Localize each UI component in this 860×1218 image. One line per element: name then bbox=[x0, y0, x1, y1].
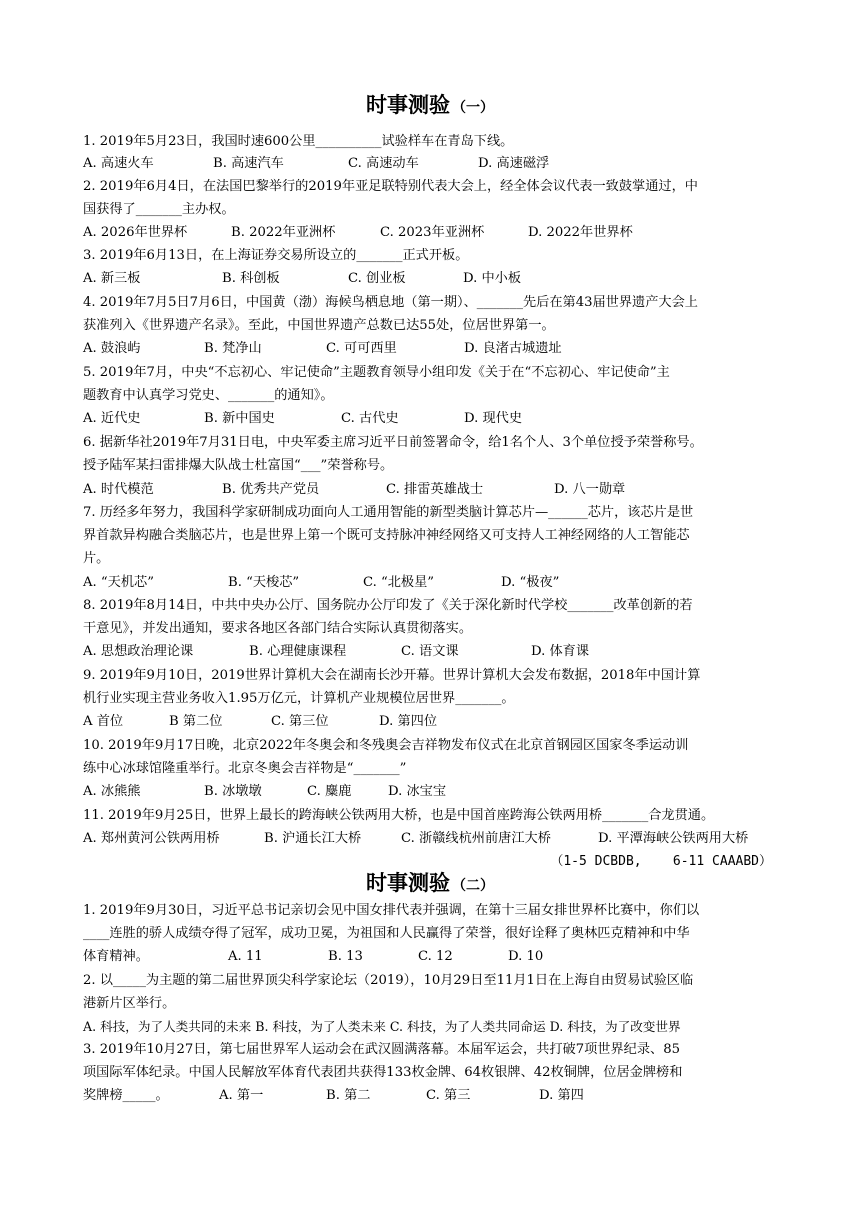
option-a: A. 近代史 bbox=[83, 411, 141, 426]
option-b: B. 冰墩墩 bbox=[204, 784, 262, 799]
question-5-stem-cont: 题教育中认真学习党史、_______的通知》。 bbox=[83, 388, 334, 403]
option-a: A. 11 bbox=[228, 949, 263, 964]
option-d: D. 第四 bbox=[539, 1088, 584, 1103]
test1-subtitle: （一） bbox=[452, 100, 494, 116]
answer-key: （1-5 DCBDB, 6-11 CAAABD） bbox=[550, 854, 772, 869]
option-d: D. 八一勋章 bbox=[554, 482, 626, 497]
option-b: B 第二位 bbox=[169, 714, 223, 729]
t2-question-1-stem: 1. 2019年9月30日，习近平总书记亲切会见中国女排代表并强调，在第十三届女排世界杯比赛中，你们以 bbox=[83, 903, 700, 918]
option-b: B. 沪通长江大桥 bbox=[264, 831, 362, 846]
question-8-stem-cont: 干意见》，并发出通知，要求各地区各部门结合实际认真贯彻落实。 bbox=[83, 621, 473, 636]
option-d: D. 第四位 bbox=[379, 714, 438, 729]
option-b: B. “天梭芯” bbox=[228, 575, 300, 590]
option-a: A. 时代模范 bbox=[83, 482, 154, 497]
option-c: C. 第三位 bbox=[271, 714, 329, 729]
option-a: A. 思想政治理论课 bbox=[83, 644, 194, 659]
question-4-stem: 4. 2019年7月5日7月6日，中国黄（渤）海候鸟栖息地（第一期）、_______先后在第43届世界遗产大会上 bbox=[83, 295, 698, 310]
option-b: B. 心理健康课程 bbox=[249, 644, 347, 659]
option-b: B. 新中国史 bbox=[204, 411, 275, 426]
option-d: D. 2022年世界杯 bbox=[528, 225, 633, 240]
option-d: D. 高速磁浮 bbox=[478, 156, 550, 171]
option-c: C. 麋鹿 bbox=[307, 784, 352, 799]
test2-title: 时事测验 （二） bbox=[366, 871, 494, 895]
option-c: C. 排雷英雄战士 bbox=[386, 482, 484, 497]
option-a: A. 冰熊熊 bbox=[83, 784, 141, 799]
option-b: B. 2022年亚洲杯 bbox=[231, 225, 336, 240]
question-1-stem: 1. 2019年5月23日，我国时速600公里__________试验样车在青岛下线。 bbox=[83, 134, 514, 149]
t2-question-3-tail: 奖牌榜_____。 bbox=[83, 1088, 169, 1103]
option-c: C. “北极星” bbox=[363, 575, 435, 590]
option-b: B. 13 bbox=[328, 949, 363, 964]
test2-subtitle: （二） bbox=[452, 878, 494, 894]
question-10-stem: 10. 2019年9月17日晚，北京2022年冬奥会和冬残奥会吉祥物发布仪式在北京首钢园区国家冬季运动训 bbox=[83, 738, 689, 753]
option-a: A. 2026年世界杯 bbox=[83, 225, 188, 240]
t2-question-2-stem: 2. 以_____为主题的第二届世界顶尖科学家论坛（2019），10月29日至11月1日在上海自由贸易试验区临 bbox=[83, 973, 694, 988]
option-c: C. 第三 bbox=[426, 1088, 471, 1103]
t2-question-2-options: A. 科技，为了人类共同的未来 B. 科技，为了人类未来 C. 科技，为了人类共同命运 D. 科技，为了改变世界 bbox=[83, 1019, 681, 1034]
option-a: A. “天机芯” bbox=[83, 575, 154, 590]
option-d: D. “极夜” bbox=[501, 575, 560, 590]
question-7-stem: 7. 历经多年努力，我国科学家研制成功面向人工通用智能的新型类脑计算芯片—______芯片，该芯片是世 bbox=[83, 505, 694, 520]
option-b: B. 梵净山 bbox=[204, 341, 262, 356]
question-3-stem: 3. 2019年6月13日，在上海证券交易所设立的_______正式开板。 bbox=[83, 248, 469, 263]
option-a: A 首位 bbox=[83, 714, 124, 729]
question-7-stem-cont: 片。 bbox=[83, 551, 110, 566]
question-9-stem: 9. 2019年9月10日，2019世界计算机大会在湖南长沙开幕。世界计算机大会发布数据，2018年中国计算 bbox=[83, 668, 701, 683]
option-d: D. 体育课 bbox=[531, 644, 590, 659]
option-a: A. 高速火车 bbox=[83, 156, 154, 171]
option-c: C. 浙赣线杭州前唐江大桥 bbox=[401, 831, 551, 846]
option-b: B. 高速汽车 bbox=[213, 156, 284, 171]
question-8-stem: 8. 2019年8月14日，中共中央办公厅、国务院办公厅印发了《关于深化新时代学校_______改革创新的若 bbox=[83, 598, 693, 613]
question-6-stem-cont: 授予陆军某扫雷排爆大队战士杜富国“___”荣誉称号。 bbox=[83, 458, 394, 473]
option-d: D. 良渚古城遗址 bbox=[464, 341, 562, 356]
option-c: C. 12 bbox=[418, 949, 453, 964]
option-c: C. 可可西里 bbox=[326, 341, 397, 356]
question-10-stem-cont: 练中心冰球馆隆重举行。北京冬奥会吉祥物是“_______” bbox=[83, 761, 407, 776]
option-c: C. 2023年亚洲杯 bbox=[380, 225, 485, 240]
question-7-stem-cont: 界首款异构融合类脑芯片，也是世界上第一个既可支持脉冲神经网络又可支持人工神经网络的人工智能芯 bbox=[83, 528, 690, 543]
option-d: D. 平潭海峡公铁两用大桥 bbox=[598, 831, 749, 846]
question-2-stem: 2. 2019年6月4日，在法国巴黎举行的2019年亚足联特别代表大会上，经全体会议代表一致鼓掌通过，中 bbox=[83, 179, 698, 194]
test1-title: 时事测验 （一） bbox=[366, 93, 494, 117]
question-9-stem-cont: 机行业实现主营业务收入1.95万亿元，计算机产业规模位居世界_______。 bbox=[83, 691, 515, 706]
question-2-stem-cont: 国获得了_______主办权。 bbox=[83, 202, 235, 217]
option-b: B. 科创板 bbox=[222, 271, 280, 286]
t2-question-3-stem-cont: 项国际军体纪录。中国人民解放军体育代表团共获得133枚金牌、64枚银牌、42枚铜牌，位居金牌榜和 bbox=[83, 1065, 683, 1080]
t2-question-1-stem-cont: ____连胜的骄人成绩夺得了冠军，成功卫冕，为祖国和人民赢得了荣誉，很好诠释了奥林匹克精神和中华 bbox=[83, 926, 690, 941]
option-a: A. 新三板 bbox=[83, 271, 141, 286]
option-c: C. 高速动车 bbox=[348, 156, 419, 171]
option-b: B. 第二 bbox=[326, 1088, 371, 1103]
question-6-stem: 6. 据新华社2019年7月31日电，中央军委主席习近平日前签署命令，给1名个人、3个单位授予荣誉称号。 bbox=[83, 435, 703, 450]
option-d: D. 冰宝宝 bbox=[388, 784, 447, 799]
option-c: C. 创业板 bbox=[348, 271, 406, 286]
option-a: A. 郑州黄河公铁两用桥 bbox=[83, 831, 220, 846]
question-11-stem: 11. 2019年9月25日，世界上最长的跨海峡公铁两用大桥，也是中国首座跨海公铁两用桥_______合龙贯通。 bbox=[83, 808, 715, 823]
option-a: A. 第一 bbox=[219, 1088, 264, 1103]
option-b: B. 优秀共产党员 bbox=[222, 482, 320, 497]
question-4-stem-cont: 获准列入《世界遗产名录》。至此，中国世界遗产总数已达55处，位居世界第一。 bbox=[83, 318, 555, 333]
t2-question-2-stem-cont: 港新片区举行。 bbox=[83, 996, 176, 1011]
t2-question-1-tail: 体育精神。 bbox=[83, 949, 149, 964]
option-d: D. 10 bbox=[508, 949, 544, 964]
t2-question-3-stem: 3. 2019年10月27日，第七届世界军人运动会在武汉圆满落幕。本届军运会，共打破7项世界纪录、85 bbox=[83, 1042, 681, 1057]
option-d: D. 中小板 bbox=[463, 271, 522, 286]
option-c: C. 语文课 bbox=[401, 644, 459, 659]
option-d: D. 现代史 bbox=[464, 411, 523, 426]
question-5-stem: 5. 2019年7月，中央“不忘初心、牢记使命”主题教育领导小组印发《关于在“不忘初心、牢记使命”主 bbox=[83, 365, 670, 380]
option-a: A. 鼓浪屿 bbox=[83, 341, 141, 356]
option-c: C. 古代史 bbox=[341, 411, 399, 426]
